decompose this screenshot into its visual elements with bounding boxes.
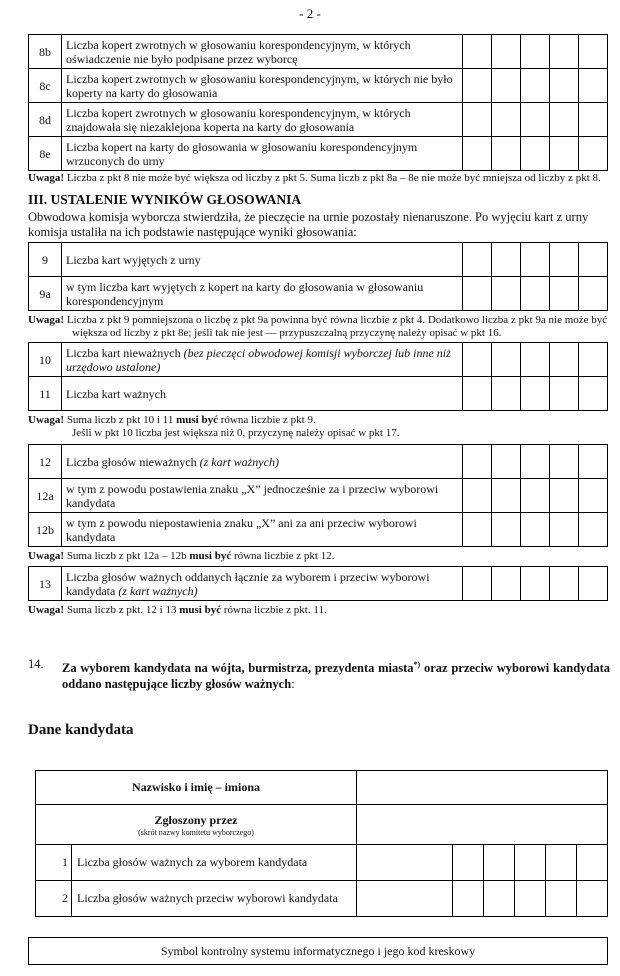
note-text: równa liczbie z pkt. 11. <box>221 604 327 616</box>
table-row <box>29 479 608 513</box>
row-text-italic: (z kart ważnych) <box>199 454 279 469</box>
table-row <box>29 445 608 479</box>
digit-box[interactable] <box>521 137 550 171</box>
name-label: Nazwisko i imię – imiona <box>36 771 357 805</box>
proposed-field[interactable] <box>357 805 608 845</box>
point-14-text-b: oraz przeciw wyborowi kandydata oddano następujące liczby głosów ważnych <box>62 661 611 692</box>
note-text: Suma liczb z pkt 12a – 12b <box>64 550 190 562</box>
digit-box[interactable] <box>550 69 579 103</box>
note-emphasis: musi być <box>179 604 222 616</box>
spacer-cell <box>357 845 453 881</box>
digit-box[interactable] <box>484 845 515 881</box>
note-text-continued: Jeśli w pkt 10 liczba jest większa niż 0, przyczynę należy opisać w pkt 17. <box>72 427 400 439</box>
digit-box[interactable] <box>521 69 550 103</box>
note-text: Liczba z pkt 8 nie może być większa od liczby z pkt 5. Suma liczb z pkt 8a – 8e nie może być mniejsza od liczby z pkt 8. <box>64 172 601 184</box>
note-section-10 <box>28 414 608 440</box>
digit-box[interactable] <box>579 445 608 479</box>
digit-box[interactable] <box>463 445 492 479</box>
table-row <box>29 567 608 601</box>
digit-box[interactable] <box>492 343 521 377</box>
table-row <box>29 513 608 547</box>
digit-box[interactable] <box>579 103 608 137</box>
digit-box[interactable] <box>579 243 608 277</box>
digit-box[interactable] <box>579 567 608 601</box>
candidate-name-row <box>36 771 608 805</box>
digit-box[interactable] <box>546 881 577 917</box>
note-label: Uwaga! <box>28 550 65 562</box>
table-section-13 <box>28 566 608 601</box>
row-description <box>62 343 463 377</box>
candidate-votes-row <box>36 881 608 917</box>
table-row <box>29 277 608 311</box>
digit-box[interactable] <box>546 845 577 881</box>
note-emphasis: musi być <box>189 550 232 562</box>
digit-box[interactable] <box>550 513 579 547</box>
digit-box[interactable] <box>492 35 521 69</box>
row-text-italic: (z kart ważnych) <box>118 583 198 598</box>
row-number: 8b <box>29 35 62 69</box>
digit-box[interactable] <box>492 69 521 103</box>
digit-box[interactable] <box>453 881 484 917</box>
table-row <box>29 377 608 411</box>
row-description: Liczba kopert zwrotnych w głosowaniu korespondencyjnym, w których nie było koperty na karty do głosowania <box>62 69 463 103</box>
point-14-colon: : <box>291 677 295 692</box>
candidate-proposed-row <box>36 805 608 845</box>
digit-box[interactable] <box>550 35 579 69</box>
section-intro: Obwodowa komisja wyborcza stwierdziła, że pieczęcie na urnie pozostały nienaruszone. Po wyjęciu kart z urny komisja ustaliła na ich podstawie następujące wyniki głosowania: <box>28 210 589 239</box>
row-text: Liczba głosów ważnych oddanych łącznie za wyborem i przeciw wyborowi kandydata <box>66 569 430 598</box>
digit-box[interactable] <box>463 137 492 171</box>
digit-box[interactable] <box>492 445 521 479</box>
note-section-8 <box>28 172 608 185</box>
row-number: 1 <box>36 845 72 881</box>
digit-box[interactable] <box>550 567 579 601</box>
row-number: 12a <box>29 479 62 513</box>
row-description: Liczba głosów ważnych za wyborem kandydata <box>72 845 357 881</box>
digit-box[interactable] <box>579 513 608 547</box>
name-field[interactable] <box>357 771 608 805</box>
control-symbol-box: Symbol kontrolny systemu informatycznego i jego kod kreskowy <box>28 937 608 965</box>
digit-box[interactable] <box>550 137 579 171</box>
note-section-13 <box>28 604 608 617</box>
digit-box[interactable] <box>463 343 492 377</box>
candidate-votes-row <box>36 845 608 881</box>
note-label: Uwaga! <box>28 604 65 616</box>
table-row <box>29 343 608 377</box>
note-label: Uwaga! <box>28 314 65 326</box>
digit-box[interactable] <box>463 35 492 69</box>
row-number: 8d <box>29 103 62 137</box>
digit-box[interactable] <box>579 137 608 171</box>
row-number: 9 <box>29 243 62 277</box>
digit-box[interactable] <box>463 69 492 103</box>
candidate-table <box>35 770 608 917</box>
digit-box[interactable] <box>550 479 579 513</box>
row-number: 8e <box>29 137 62 171</box>
digit-box[interactable] <box>550 243 579 277</box>
row-number: 12b <box>29 513 62 547</box>
row-text: Liczba kart nieważnych <box>66 345 184 360</box>
digit-box[interactable] <box>550 103 579 137</box>
digit-box[interactable] <box>463 479 492 513</box>
footnote-marker: *) <box>413 660 421 669</box>
digit-box[interactable] <box>463 277 492 311</box>
note-text: Suma liczb z pkt. 12 i 13 <box>64 604 180 616</box>
table-section-10 <box>28 342 608 411</box>
digit-box[interactable] <box>463 103 492 137</box>
digit-box[interactable] <box>492 137 521 171</box>
digit-box[interactable] <box>579 479 608 513</box>
digit-box[interactable] <box>521 343 550 377</box>
row-description: Liczba głosów ważnych przeciw wyborowi kandydata <box>72 881 357 917</box>
digit-box[interactable] <box>521 479 550 513</box>
note-section-9 <box>28 314 608 340</box>
table-row <box>29 137 608 171</box>
digit-box[interactable] <box>521 243 550 277</box>
row-number: 12 <box>29 445 62 479</box>
digit-box[interactable] <box>492 567 521 601</box>
table-row <box>29 69 608 103</box>
row-number: 10 <box>29 343 62 377</box>
digit-box[interactable] <box>579 277 608 311</box>
digit-box[interactable] <box>550 343 579 377</box>
row-number: 9a <box>29 277 62 311</box>
row-description <box>62 445 463 479</box>
digit-box[interactable] <box>521 567 550 601</box>
digit-box[interactable] <box>521 445 550 479</box>
table-section-12 <box>28 444 608 547</box>
row-description: Liczba kopert zwrotnych w głosowaniu korespondencyjnym, w których znajdowała się niezaklejona koperta na karty do głosowania <box>62 103 463 137</box>
digit-box[interactable] <box>484 881 515 917</box>
note-text: równa liczbie z pkt 12. <box>231 550 335 562</box>
digit-box[interactable] <box>515 845 546 881</box>
proposed-label-text: Zgłoszony przez <box>154 812 238 827</box>
row-description <box>62 567 463 601</box>
digit-box[interactable] <box>492 243 521 277</box>
digit-box[interactable] <box>579 343 608 377</box>
point-14-text-a: Za wyborem kandydata na wójta, burmistrza, prezydenta miasta <box>62 661 414 676</box>
digit-box[interactable] <box>463 243 492 277</box>
digit-box[interactable] <box>453 845 484 881</box>
digit-box[interactable] <box>492 377 521 411</box>
row-description: Liczba kopert na karty do głosowania w głosowaniu korespondencyjnym wrzuconych do urny <box>62 137 463 171</box>
note-emphasis: musi być <box>176 414 218 426</box>
digit-box[interactable] <box>515 881 546 917</box>
note-text: Suma liczb z pkt 10 i 11 <box>64 414 177 426</box>
digit-box[interactable] <box>492 513 521 547</box>
digit-box[interactable] <box>463 513 492 547</box>
digit-box[interactable] <box>521 377 550 411</box>
row-number: 11 <box>29 377 62 411</box>
digit-box[interactable] <box>577 881 608 917</box>
digit-box[interactable] <box>521 103 550 137</box>
digit-box[interactable] <box>521 35 550 69</box>
digit-box[interactable] <box>492 277 521 311</box>
digit-box[interactable] <box>492 103 521 137</box>
row-text-italic: (bez pieczęci obwodowej komisji wyborczej lub inne niż urzędowo ustalone) <box>66 345 451 374</box>
row-description: Liczba kart ważnych <box>62 377 463 411</box>
digit-box[interactable] <box>579 69 608 103</box>
candidate-heading: Dane kandydata <box>28 722 134 738</box>
spacer-cell <box>357 881 453 917</box>
digit-box[interactable] <box>492 479 521 513</box>
page-number: - 2 - <box>299 6 321 21</box>
row-number: 13 <box>29 567 62 601</box>
proposed-sublabel: (skrót nazwy komitetu wyborczego) <box>138 827 254 837</box>
row-number: 2 <box>36 881 72 917</box>
row-description: Liczba kart wyjętych z urny <box>62 243 463 277</box>
point-14-number: 14. <box>28 657 44 671</box>
digit-box[interactable] <box>463 567 492 601</box>
note-label: Uwaga! <box>28 414 65 426</box>
row-description: w tym z powodu niepostawienia znaku „X” ani za ani przeciw wyborowi kandydata <box>62 513 463 547</box>
digit-box[interactable] <box>550 377 579 411</box>
table-section-9 <box>28 242 608 311</box>
row-text: Liczba głosów nieważnych <box>66 454 200 469</box>
table-row <box>29 35 608 69</box>
digit-box[interactable] <box>550 277 579 311</box>
section-title: III. USTALENIE WYNIKÓW GŁOSOWANIA <box>28 192 302 207</box>
note-text: równa liczbie z pkt 9. <box>217 414 316 426</box>
note-label: Uwaga! <box>28 172 65 184</box>
digit-box[interactable] <box>463 377 492 411</box>
table-row <box>29 243 608 277</box>
note-section-12 <box>28 550 608 563</box>
row-number: 8c <box>29 69 62 103</box>
digit-box[interactable] <box>521 513 550 547</box>
note-text-continued: większa od liczby z pkt 8e; jeśli tak nie jest — przypuszczalną przyczynę należy opisać w pkt 16. <box>72 327 502 339</box>
digit-box[interactable] <box>579 377 608 411</box>
row-description: w tym liczba kart wyjętych z kopert na karty do głosowania w głosowaniu korespondencyjnym <box>62 277 463 311</box>
point-14-text <box>62 657 610 692</box>
digit-box[interactable] <box>521 277 550 311</box>
table-row <box>29 103 608 137</box>
digit-box[interactable] <box>550 445 579 479</box>
table-section-8 <box>28 34 608 171</box>
row-description: w tym z powodu postawienia znaku „X” jednocześnie za i przeciw wyborowi kandydata <box>62 479 463 513</box>
note-text: Liczba z pkt 9 pomniejszona o liczbę z pkt 9a powinna być równa liczbie z pkt 4. Dodatkowo liczba z pkt 9a nie może być <box>64 314 608 326</box>
digit-box[interactable] <box>579 35 608 69</box>
proposed-label <box>36 805 357 845</box>
row-description: Liczba kopert zwrotnych w głosowaniu korespondencyjnym, w których oświadczenie nie było podpisane przez wyborcę <box>62 35 463 69</box>
digit-box[interactable] <box>577 845 608 881</box>
